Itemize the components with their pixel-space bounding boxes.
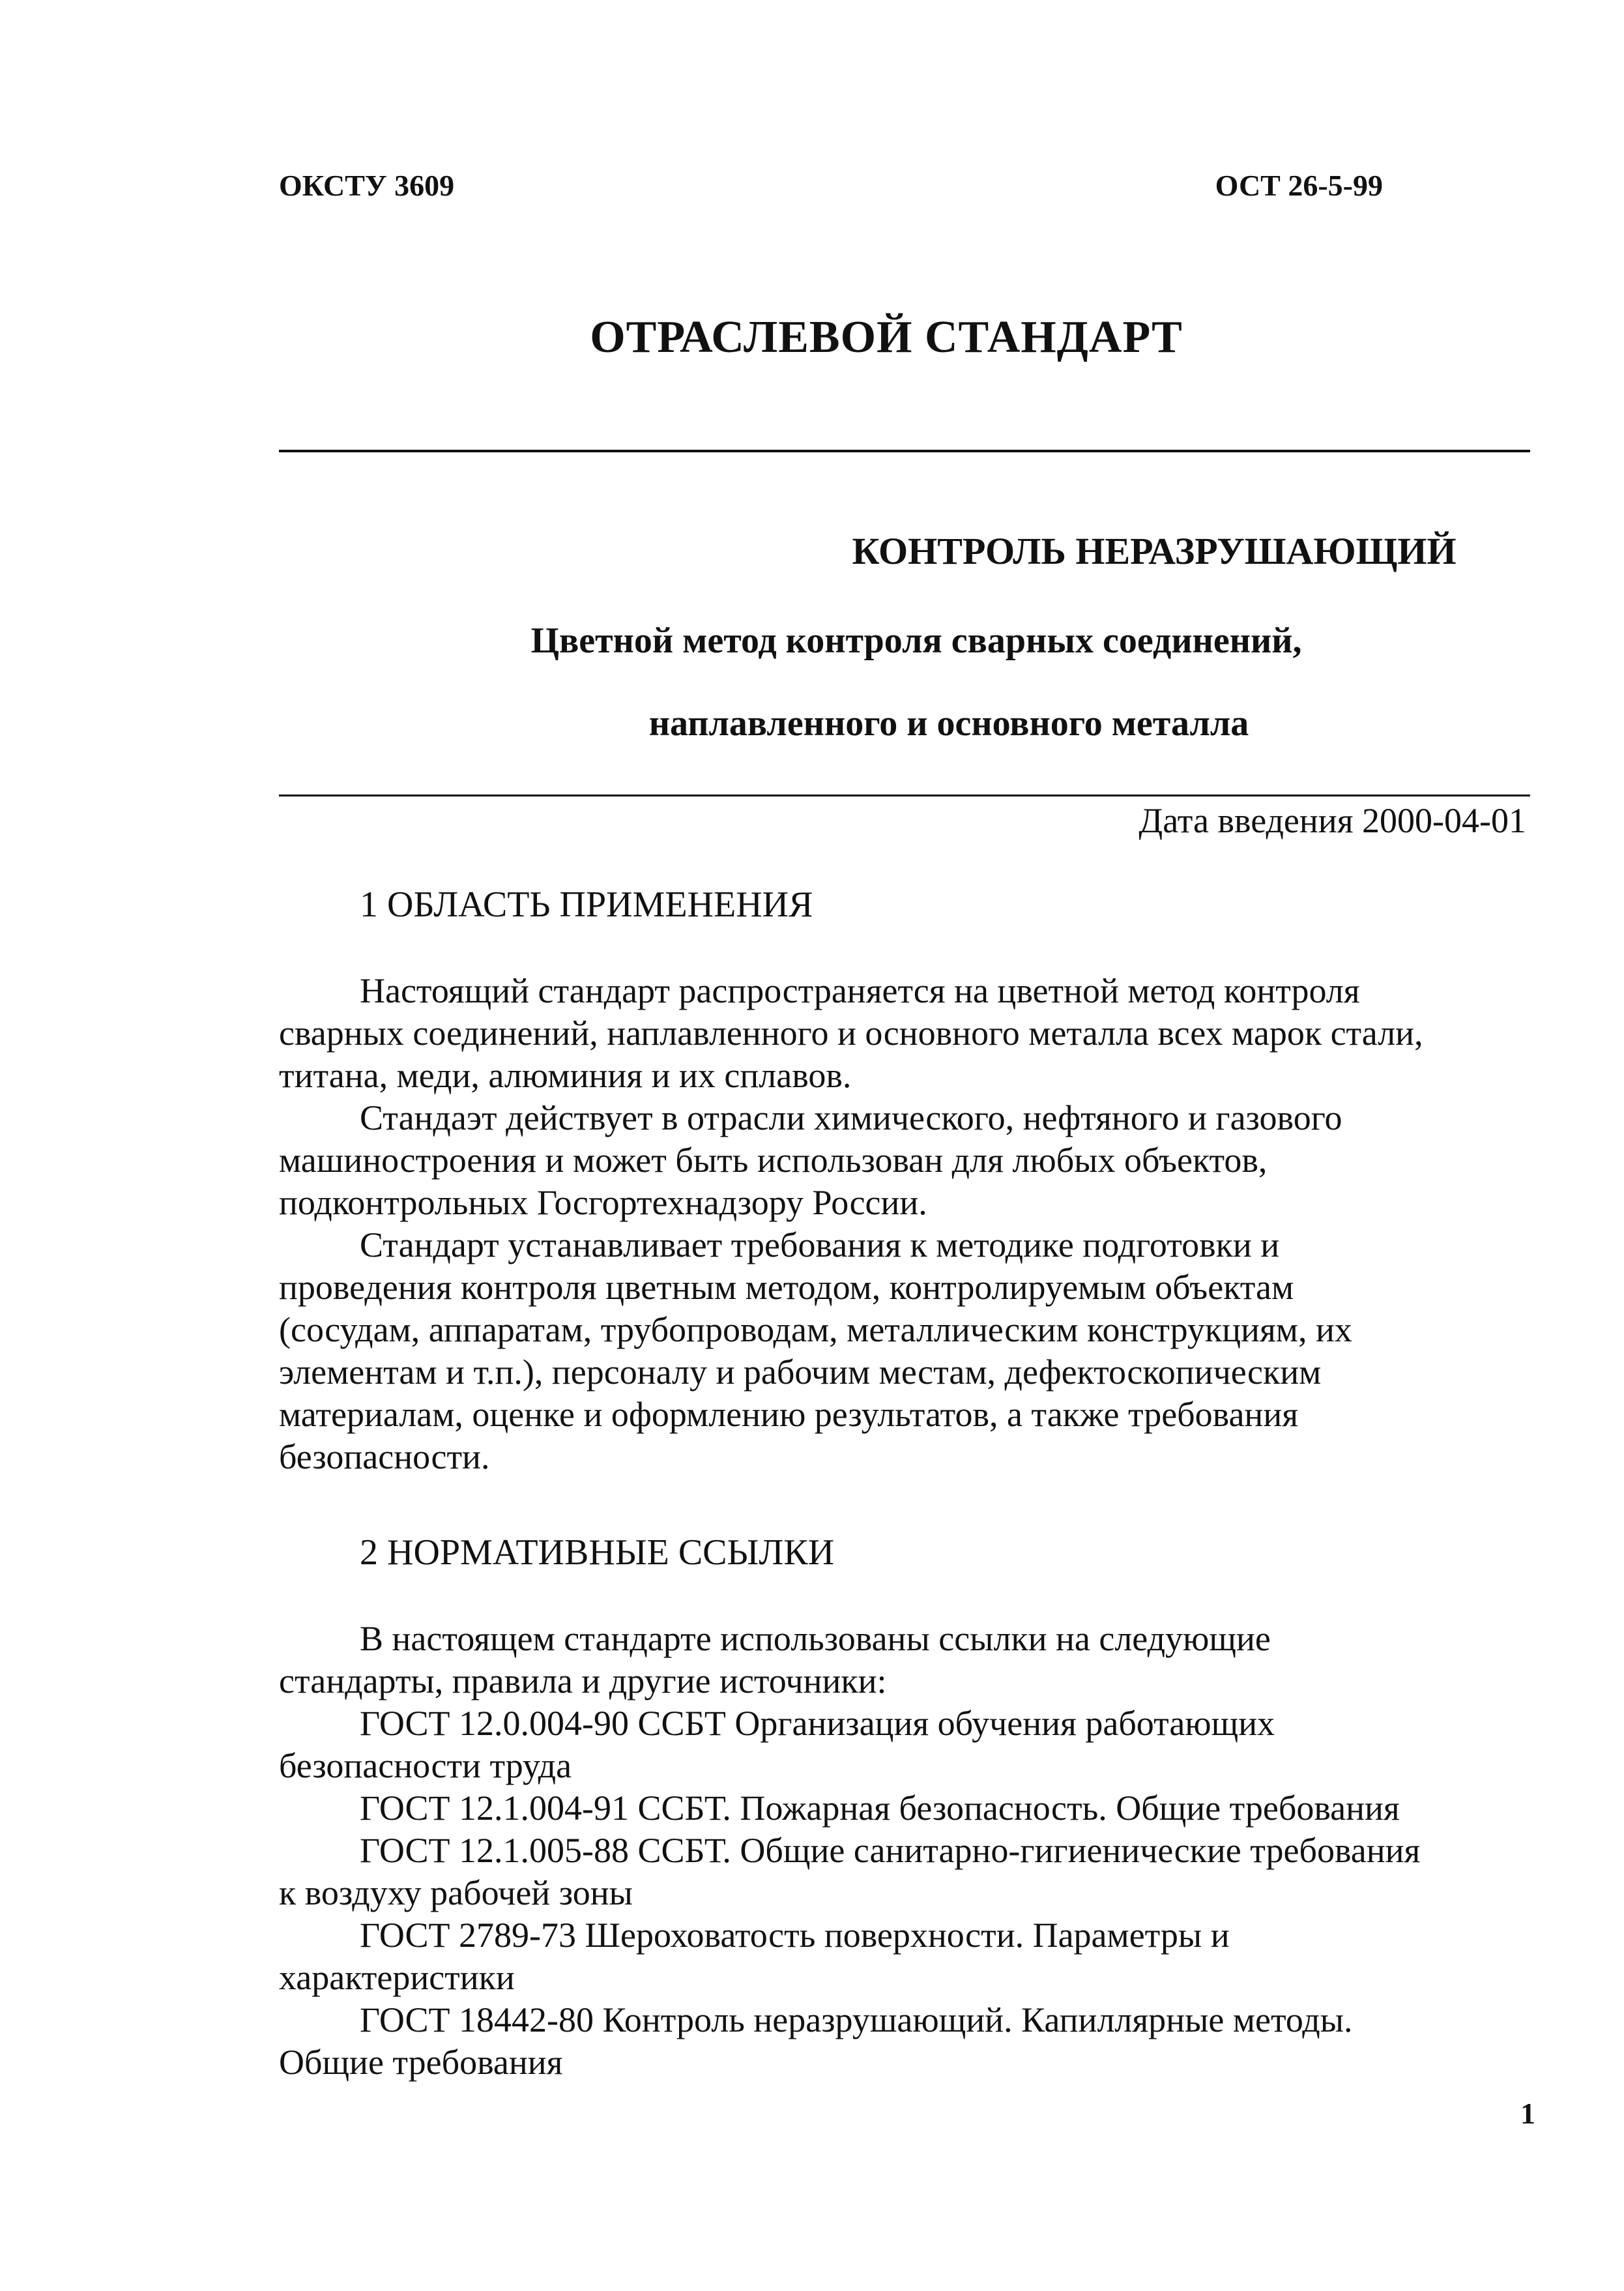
body-line: В настоящем стандарте использованы ссылки на следующие [360, 1619, 1271, 1658]
reference-line: ГОСТ 12.1.005-88 ССБТ. Общие санитарно-гигиенические требования [360, 1831, 1421, 1870]
section-2-heading: 2 НОРМАТИВНЫЕ ССЫЛКИ [360, 1532, 835, 1573]
effective-date: Дата введения 2000-04-01 [1138, 801, 1526, 840]
body-line: элементам и т.п.), персоналу и рабочим местам, дефектоскопическим [279, 1352, 1322, 1392]
body-line: материалам, оценке и оформлению результатов, а также требования [279, 1395, 1299, 1434]
section-2-body [279, 1618, 1537, 2084]
body-line: стандарты, правила и другие источники: [279, 1661, 887, 1700]
body-line: машиностроения и может быть использован для любых объектов, [279, 1141, 1268, 1180]
document-title: ОТРАСЛЕВОЙ СТАНДАРТ [590, 312, 1183, 362]
reference-line: ГОСТ 2789-73 Шероховатость поверхности. Параметры и [360, 1916, 1230, 1955]
body-line: сварных соединений, наплавленного и основного металла всех марок стали, [279, 1014, 1423, 1053]
body-line: Стандаэт действует в отрасли химического, нефтяного и газового [360, 1098, 1342, 1137]
standard-number: ОСТ 26-5-99 [1215, 169, 1383, 202]
reference-line: ГОСТ 12.1.004-91 ССБТ. Пожарная безопасность. Общие требования [360, 1788, 1400, 1828]
subtitle-line-1: КОНТРОЛЬ НЕРАЗРУШАЮЩИЙ [852, 530, 1457, 572]
subtitle-line-2: Цветной метод контроля сварных соединений, [530, 620, 1302, 661]
reference-line: безопасности труда [279, 1746, 572, 1785]
body-line: подконтрольных Госгортехнадзору России. [279, 1183, 927, 1222]
body-line: (сосудам, аппаратам, трубопроводам, металлическим конструкциям, их [279, 1310, 1352, 1349]
body-line: Настоящий стандарт распространяется на цветной метод контроля [360, 971, 1360, 1010]
body-line: Стандарт устанавливает требования к методике подготовки и [360, 1225, 1280, 1264]
section-1-body [279, 970, 1537, 1478]
classification-code: ОКСТУ 3609 [279, 169, 455, 202]
reference-line: ГОСТ 12.0.004-90 ССБТ Организация обучения работающих [360, 1704, 1275, 1743]
reference-line: ГОСТ 18442-80 Контроль неразрушающий. Капиллярные методы. [360, 2000, 1353, 2039]
section-1-heading: 1 ОБЛАСТЬ ПРИМЕНЕНИЯ [360, 884, 813, 925]
page-number: 1 [1520, 2097, 1535, 2130]
subtitle-divider [279, 795, 1530, 796]
body-line: проведения контроля цветным методом, контролируемым объектам [279, 1268, 1294, 1307]
reference-line: характеристики [279, 1958, 515, 1997]
reference-line: к воздуху рабочей зоны [279, 1873, 633, 1912]
subtitle-line-3: наплавленного и основного металла [648, 703, 1249, 744]
body-line: титана, меди, алюминия и их сплавов. [279, 1056, 852, 1095]
title-divider [279, 450, 1530, 452]
body-line: безопасности. [279, 1437, 490, 1476]
reference-line: Общие требования [279, 2043, 563, 2082]
